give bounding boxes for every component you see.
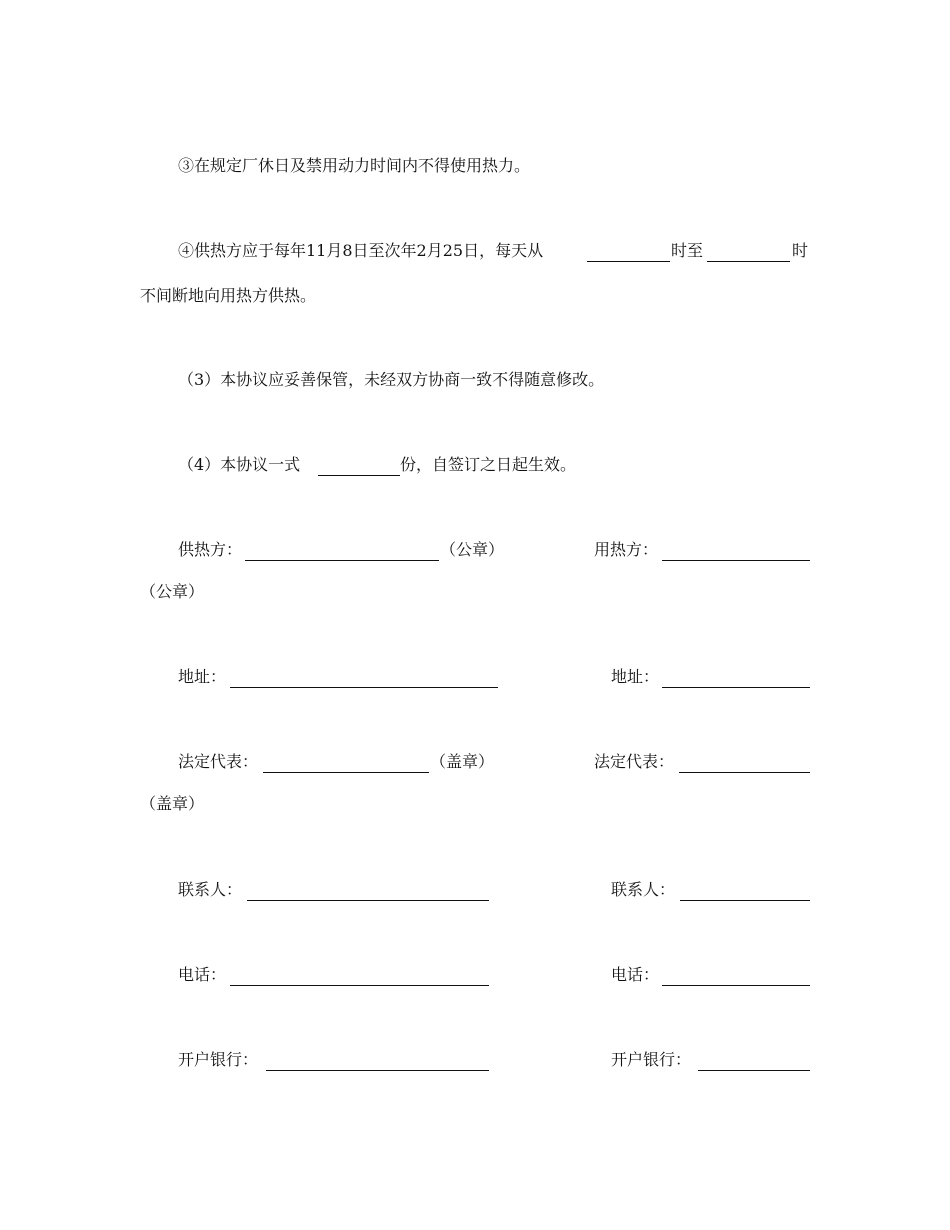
phone-left-label: 电话： xyxy=(178,965,227,984)
contact-right-blank[interactable] xyxy=(680,880,810,901)
supplier-seal: （公章） xyxy=(440,540,505,559)
rep-right-label: 法定代表： xyxy=(594,752,675,771)
phone-left-blank[interactable] xyxy=(230,965,489,986)
user-blank[interactable] xyxy=(662,540,810,561)
clause-item-4-hour: 时 xyxy=(792,241,809,260)
clause-item-4-continuation: 不间断地向用热方供热。 xyxy=(140,286,317,305)
contact-left-blank[interactable] xyxy=(247,880,489,901)
phone-right-blank[interactable] xyxy=(662,965,810,986)
phone-right-label: 电话： xyxy=(611,965,660,984)
bank-right-blank[interactable] xyxy=(698,1050,810,1071)
clause-item-4-to: 时至 xyxy=(671,241,704,260)
user-seal: （公章） xyxy=(140,582,205,601)
bank-left-label: 开户银行： xyxy=(178,1050,259,1069)
rep-left-blank[interactable] xyxy=(263,752,429,773)
start-hour-blank[interactable] xyxy=(587,241,670,262)
rep-left-seal: （盖章） xyxy=(430,752,495,771)
end-hour-blank[interactable] xyxy=(707,241,790,262)
contact-right-label: 联系人： xyxy=(611,880,676,899)
clause-3: （3）本协议应妥善保管，未经双方协商一致不得随意修改。 xyxy=(178,370,605,389)
rep-right-seal: （盖章） xyxy=(140,794,205,813)
clause-4-text: （4）本协议一式 xyxy=(178,455,301,474)
address-left-label: 地址： xyxy=(178,667,227,686)
address-left-blank[interactable] xyxy=(230,667,498,688)
clause-item-3: ③在规定厂休日及禁用动力时间内不得使用热力。 xyxy=(178,156,531,175)
address-right-blank[interactable] xyxy=(662,667,810,688)
address-right-label: 地址： xyxy=(611,667,660,686)
user-label: 用热方： xyxy=(594,540,659,559)
copies-blank[interactable] xyxy=(318,455,400,476)
supplier-label: 供热方： xyxy=(178,540,243,559)
bank-right-label: 开户银行： xyxy=(611,1050,692,1069)
contact-left-label: 联系人： xyxy=(178,880,243,899)
bank-left-blank[interactable] xyxy=(266,1050,489,1071)
clause-item-4-text: ④供热方应于每年11月8日至次年2月25日，每天从 xyxy=(178,241,544,260)
supplier-blank[interactable] xyxy=(245,540,439,561)
rep-left-label: 法定代表： xyxy=(178,752,259,771)
clause-4-rest: 份，自签订之日起生效。 xyxy=(400,455,577,474)
rep-right-blank[interactable] xyxy=(679,752,810,773)
